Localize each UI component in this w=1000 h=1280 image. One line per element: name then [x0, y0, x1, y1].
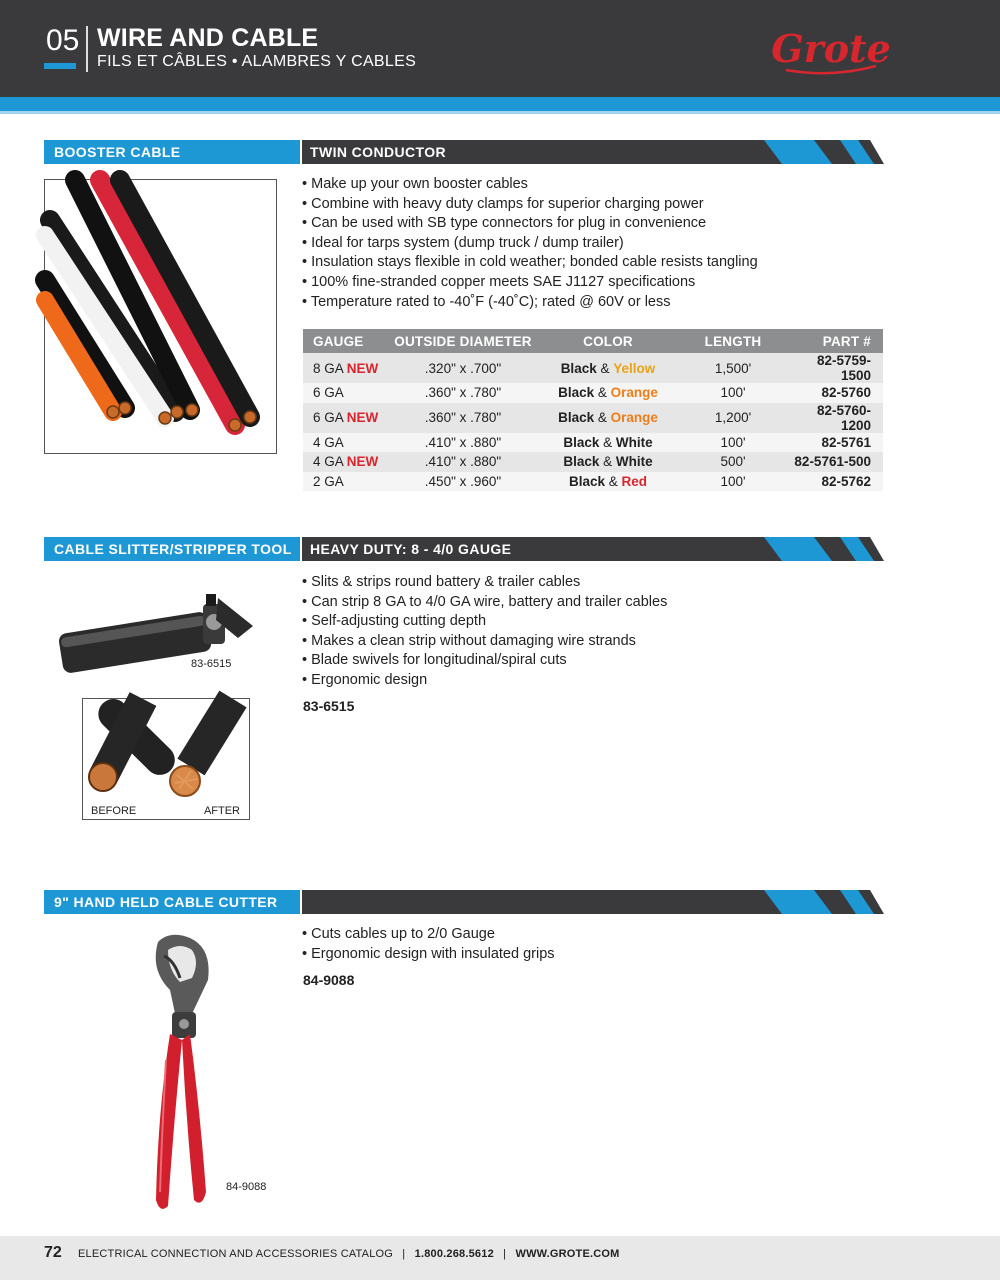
header-divider — [86, 26, 88, 72]
footer-website-link[interactable]: WWW.GROTE.COM — [515, 1248, 620, 1260]
cable-cutter-illustration — [130, 930, 230, 1220]
new-badge: NEW — [346, 454, 379, 470]
before-after-cables-illustration — [83, 699, 251, 803]
gauge-value: 8 GA — [313, 360, 344, 376]
cell-part-number: 82-5760 — [788, 383, 883, 403]
stripper-part-number: 83-6515 — [303, 698, 355, 714]
footer-separator: | — [402, 1248, 406, 1260]
grote-logo — [771, 18, 891, 82]
list-item: • Cuts cables up to 2/0 Gauge — [302, 925, 555, 945]
table-row — [303, 452, 883, 472]
gauge-value: 6 GA — [313, 385, 344, 401]
color-secondary: Orange — [610, 410, 658, 426]
cell-length: 1,200' — [678, 403, 788, 433]
cutter-image-caption: 84-9088 — [226, 1181, 267, 1193]
list-item: • Can strip 8 GA to 4/0 GA wire, battery and trailer cables — [302, 593, 667, 613]
table-row — [303, 353, 883, 383]
list-item: • Ergonomic design — [302, 671, 667, 691]
cell-outside-diameter: .360" x .780" — [388, 403, 538, 433]
list-item: • Insulation stays flexible in cold weather; bonded cable resists tangling — [302, 253, 758, 273]
footer-separator: | — [503, 1248, 507, 1260]
stripper-tool-image — [48, 580, 273, 690]
section-number-underline — [44, 63, 76, 69]
list-item: • Make up your own booster cables — [302, 175, 758, 195]
section-label-cable-cutter: 9" HAND HELD CABLE CUTTER — [44, 890, 300, 914]
gauge-value: 2 GA — [313, 474, 344, 490]
section-bar-dark — [302, 890, 884, 914]
table-row — [303, 433, 883, 453]
color-ampersand: & — [597, 385, 607, 401]
cell-outside-diameter: .410" x .880" — [388, 452, 538, 472]
booster-cables-illustration — [45, 180, 278, 455]
color-secondary: White — [615, 434, 653, 450]
cell-gauge — [303, 403, 388, 433]
list-item: • Slits & strips round battery & trailer cables — [302, 573, 667, 593]
color-ampersand: & — [597, 410, 607, 426]
before-after-image — [82, 698, 250, 820]
list-item: • Ideal for tarps system (dump truck / dump trailer) — [302, 234, 758, 254]
cell-color — [538, 353, 678, 383]
cell-color — [538, 452, 678, 472]
cell-gauge — [303, 472, 388, 492]
cell-color — [538, 403, 678, 433]
booster-cable-image — [44, 179, 277, 454]
table-row — [303, 403, 883, 433]
gauge-value: 4 GA — [313, 434, 344, 450]
cell-color — [538, 433, 678, 453]
section-label-stripper-tool: CABLE SLITTER/STRIPPER TOOL — [44, 537, 300, 561]
page-title: WIRE AND CABLE — [97, 24, 319, 52]
cell-gauge — [303, 353, 388, 383]
color-ampersand: & — [603, 454, 613, 470]
list-item: • Blade swivels for longitudinal/spiral cuts — [302, 651, 667, 671]
svg-text:Grote: Grote — [771, 26, 891, 71]
section-sublabel-twin-conductor: TWIN CONDUCTOR — [310, 144, 446, 160]
color-primary: Black — [563, 434, 600, 450]
cell-color — [538, 383, 678, 403]
list-item: • Makes a clean strip without damaging wire strands — [302, 632, 667, 652]
page-number: 72 — [44, 1244, 62, 1261]
stripper-features-list — [302, 573, 667, 691]
color-primary: Black — [558, 410, 595, 426]
section-sublabel-heavy-duty: HEAVY DUTY: 8 - 4/0 GAUGE — [310, 541, 512, 557]
color-primary: Black — [558, 385, 595, 401]
cell-length: 100' — [678, 383, 788, 403]
booster-spec-table — [303, 329, 883, 491]
section-number: 05 — [46, 24, 80, 57]
color-secondary: Red — [621, 474, 648, 490]
cell-part-number: 82-5759-1500 — [788, 353, 883, 383]
cell-outside-diameter: .320" x .700" — [388, 353, 538, 383]
list-item: • Combine with heavy duty clamps for superior charging power — [302, 195, 758, 215]
header-stripe — [0, 97, 1000, 111]
cell-part-number: 82-5762 — [788, 472, 883, 492]
color-ampersand: & — [600, 360, 610, 376]
stripper-tool-illustration — [48, 580, 273, 690]
after-label: AFTER — [203, 805, 240, 817]
header-stripe-light — [0, 111, 1000, 114]
cutter-part-number: 84-9088 — [303, 972, 355, 988]
cell-length: 100' — [678, 472, 788, 492]
cell-part-number: 82-5761-500 — [788, 452, 883, 472]
list-item: • 100% fine-stranded copper meets SAE J1127 specifications — [302, 273, 758, 293]
section-label-booster-cable: BOOSTER CABLE — [44, 140, 300, 164]
table-row — [303, 472, 883, 492]
section-bar-cable-cutter — [44, 890, 884, 914]
cell-length: 1,500' — [678, 353, 788, 383]
new-badge: NEW — [346, 360, 379, 376]
cell-length: 100' — [678, 433, 788, 453]
cell-outside-diameter: .360" x .780" — [388, 383, 538, 403]
color-primary: Black — [563, 454, 600, 470]
column-header-gauge: GAUGE — [303, 329, 388, 353]
cell-part-number: 82-5760-1200 — [788, 403, 883, 433]
color-ampersand: & — [608, 474, 618, 490]
table-row — [303, 383, 883, 403]
cell-gauge — [303, 452, 388, 472]
column-header-length: LENGTH — [678, 329, 788, 353]
section-bar-booster-cable — [44, 140, 884, 164]
column-header-outside-diameter: OUTSIDE DIAMETER — [388, 329, 538, 353]
new-badge: NEW — [346, 410, 379, 426]
list-item: • Self-adjusting cutting depth — [302, 612, 667, 632]
cutter-features-list — [302, 925, 555, 964]
list-item: • Ergonomic design with insulated grips — [302, 945, 555, 965]
list-item: • Temperature rated to -40˚F (-40˚C); rated @ 60V or less — [302, 293, 758, 313]
cell-color — [538, 472, 678, 492]
table-header-row — [303, 329, 883, 353]
booster-features-list — [302, 175, 758, 312]
cell-length: 500' — [678, 452, 788, 472]
cell-outside-diameter: .450" x .960" — [388, 472, 538, 492]
gauge-value: 4 GA — [313, 454, 344, 470]
cable-cutter-image — [130, 930, 230, 1220]
cell-gauge — [303, 383, 388, 403]
color-primary: Black — [568, 474, 605, 490]
cell-gauge — [303, 433, 388, 453]
page-subtitle: FILS ET CÂBLES • ALAMBRES Y CABLES — [97, 53, 417, 70]
stripper-image-caption: 83-6515 — [191, 658, 232, 670]
column-header-color: COLOR — [538, 329, 678, 353]
footer-text — [78, 1248, 620, 1260]
section-bar-stripper-tool — [44, 537, 884, 561]
footer-catalog-name: ELECTRICAL CONNECTION AND ACCESSORIES CATALOG — [78, 1248, 394, 1260]
cell-part-number: 82-5761 — [788, 433, 883, 453]
color-secondary: White — [615, 454, 653, 470]
footer-phone: 1.800.268.5612 — [414, 1248, 494, 1260]
color-secondary: Yellow — [613, 360, 656, 376]
color-primary: Black — [560, 360, 597, 376]
color-secondary: Orange — [610, 385, 658, 401]
before-label: BEFORE — [91, 805, 137, 817]
gauge-value: 6 GA — [313, 410, 344, 426]
table-body — [303, 353, 883, 491]
color-ampersand: & — [603, 434, 613, 450]
column-header-part: PART # — [788, 329, 883, 353]
list-item: • Can be used with SB type connectors for plug in convenience — [302, 214, 758, 234]
cell-outside-diameter: .410" x .880" — [388, 433, 538, 453]
